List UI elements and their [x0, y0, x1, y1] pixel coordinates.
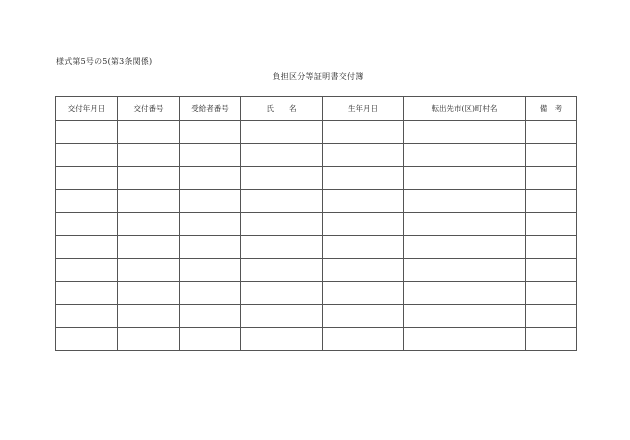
form-number-label: 様式第5号の5(第3条関係) [56, 57, 153, 66]
cell-destination-municipality [404, 190, 526, 213]
cell-issue-date [56, 213, 118, 236]
cell-issue-number [118, 167, 180, 190]
cell-destination-municipality [404, 328, 526, 351]
cell-issue-date [56, 305, 118, 328]
cell-destination-municipality [404, 236, 526, 259]
cell-remarks [526, 213, 577, 236]
ledger-table [55, 96, 577, 351]
cell-issue-number [118, 282, 180, 305]
table-row [56, 121, 577, 144]
cell-remarks [526, 236, 577, 259]
cell-issue-number [118, 213, 180, 236]
cell-recipient-number [180, 167, 241, 190]
cell-birth-date [323, 305, 404, 328]
cell-name [241, 121, 323, 144]
cell-recipient-number [180, 121, 241, 144]
cell-issue-date [56, 167, 118, 190]
column-header-destination-municipality: 転出先市(区)町村名 [404, 97, 526, 121]
cell-issue-date [56, 282, 118, 305]
cell-birth-date [323, 236, 404, 259]
cell-destination-municipality [404, 144, 526, 167]
table-row [56, 282, 577, 305]
document-title: 負担区分等証明書交付簿 [272, 72, 364, 81]
cell-issue-date [56, 259, 118, 282]
column-header-birth-date: 生年月日 [323, 97, 404, 121]
table-row [56, 144, 577, 167]
table-row [56, 259, 577, 282]
cell-name [241, 213, 323, 236]
cell-destination-municipality [404, 121, 526, 144]
cell-recipient-number [180, 190, 241, 213]
cell-remarks [526, 190, 577, 213]
table-row [56, 236, 577, 259]
cell-birth-date [323, 259, 404, 282]
cell-issue-number [118, 305, 180, 328]
column-header-remarks: 備 考 [526, 97, 577, 121]
cell-destination-municipality [404, 305, 526, 328]
cell-issue-number [118, 236, 180, 259]
column-header-recipient-number: 受給者番号 [180, 97, 241, 121]
column-header-issue-number: 交付番号 [118, 97, 180, 121]
cell-remarks [526, 167, 577, 190]
cell-birth-date [323, 190, 404, 213]
cell-recipient-number [180, 259, 241, 282]
cell-issue-number [118, 328, 180, 351]
column-header-issue-date: 交付年月日 [56, 97, 118, 121]
table-row [56, 190, 577, 213]
cell-issue-number [118, 190, 180, 213]
cell-name [241, 144, 323, 167]
cell-destination-municipality [404, 213, 526, 236]
table-row [56, 305, 577, 328]
cell-issue-date [56, 328, 118, 351]
cell-remarks [526, 121, 577, 144]
table-row [56, 213, 577, 236]
column-header-name: 氏 名 [241, 97, 323, 121]
cell-issue-date [56, 236, 118, 259]
cell-recipient-number [180, 236, 241, 259]
cell-remarks [526, 305, 577, 328]
table-row [56, 328, 577, 351]
cell-recipient-number [180, 144, 241, 167]
cell-destination-municipality [404, 259, 526, 282]
cell-name [241, 328, 323, 351]
cell-issue-date [56, 190, 118, 213]
cell-issue-date [56, 121, 118, 144]
cell-issue-number [118, 121, 180, 144]
cell-name [241, 236, 323, 259]
cell-name [241, 259, 323, 282]
cell-issue-date [56, 144, 118, 167]
cell-issue-number [118, 144, 180, 167]
header-row [56, 97, 577, 121]
cell-destination-municipality [404, 282, 526, 305]
cell-recipient-number [180, 305, 241, 328]
cell-birth-date [323, 282, 404, 305]
cell-name [241, 190, 323, 213]
cell-birth-date [323, 144, 404, 167]
cell-remarks [526, 144, 577, 167]
cell-recipient-number [180, 328, 241, 351]
cell-remarks [526, 259, 577, 282]
cell-name [241, 305, 323, 328]
cell-birth-date [323, 167, 404, 190]
cell-destination-municipality [404, 167, 526, 190]
cell-birth-date [323, 213, 404, 236]
cell-name [241, 167, 323, 190]
cell-birth-date [323, 121, 404, 144]
cell-recipient-number [180, 282, 241, 305]
cell-name [241, 282, 323, 305]
cell-remarks [526, 328, 577, 351]
cell-birth-date [323, 328, 404, 351]
cell-issue-number [118, 259, 180, 282]
table-row [56, 167, 577, 190]
ledger-body [56, 121, 577, 351]
cell-recipient-number [180, 213, 241, 236]
cell-remarks [526, 282, 577, 305]
